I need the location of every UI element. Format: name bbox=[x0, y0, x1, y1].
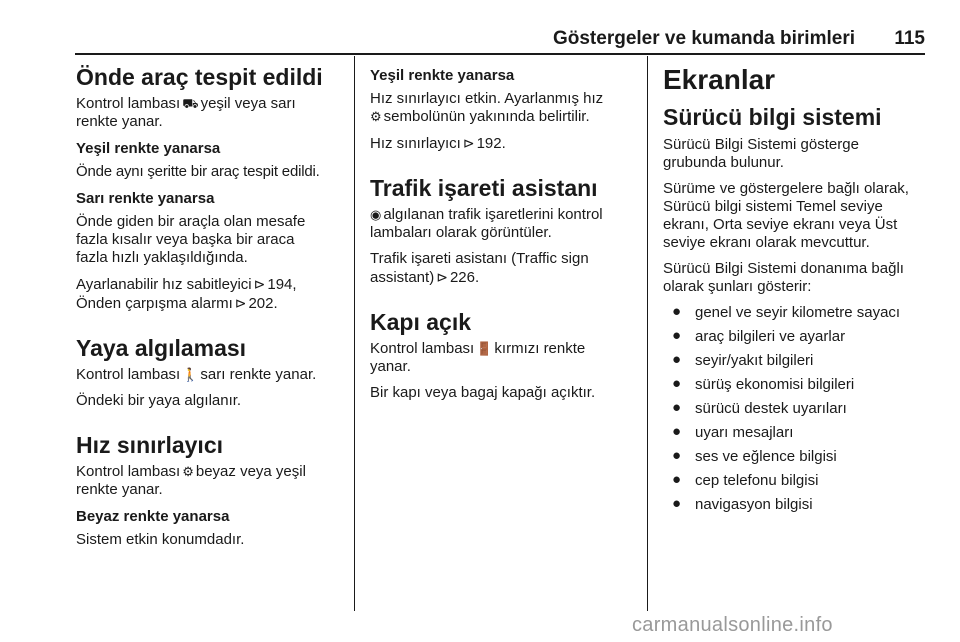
page-ref-link[interactable]: 226. bbox=[449, 269, 480, 286]
paragraph: Sürüme ve göstergelere bağlı olarak, Sürücü bilgi sistemi Temel seviye ekranı, Orta seviye ekranı veya Üst seviye ekranı olarak mevcuttur. bbox=[663, 180, 909, 251]
speed-limiter-icon: ⚙ bbox=[182, 464, 194, 479]
column-divider-1 bbox=[354, 56, 355, 611]
page-ref-icon: ⊳ bbox=[253, 276, 266, 292]
paragraph bbox=[76, 95, 346, 131]
chapter-title: Ekranlar bbox=[663, 64, 776, 95]
text: kırmızı renkte yanar. bbox=[370, 340, 586, 375]
feature-list bbox=[663, 304, 929, 514]
header-rule bbox=[75, 53, 925, 55]
list-item-text: araç bilgileri ve ayarlar bbox=[695, 328, 846, 345]
column-divider-2 bbox=[647, 56, 648, 611]
paragraph bbox=[370, 206, 636, 242]
list-item-text: sürüş ekonomisi bilgileri bbox=[695, 376, 855, 393]
bullet-icon: ● bbox=[672, 399, 682, 416]
traffic-sign-icon: ◉ bbox=[370, 207, 382, 222]
text: Kontrol lambası bbox=[76, 366, 181, 383]
list-item bbox=[663, 448, 929, 466]
paragraph bbox=[370, 134, 636, 153]
bullet-icon: ● bbox=[672, 351, 682, 368]
bullet-icon: ● bbox=[672, 471, 682, 488]
paragraph: Bir kapı veya bagaj kapağı açıktır. bbox=[370, 384, 596, 401]
list-item bbox=[663, 304, 929, 322]
paragraph bbox=[370, 90, 636, 126]
page-ref-icon: ⊳ bbox=[234, 295, 247, 311]
vehicle-ahead-icon: ⛟ bbox=[182, 96, 199, 111]
list-item bbox=[663, 472, 929, 490]
page-header-title: Göstergeler ve kumanda birimleri bbox=[552, 28, 855, 49]
page-ref-link[interactable]: 194, bbox=[267, 276, 297, 293]
bullet-icon: ● bbox=[672, 495, 682, 512]
paragraph bbox=[76, 366, 346, 384]
text: Ayarlanabilir hız sabitleyici bbox=[76, 276, 252, 293]
subheading: Yeşil renkte yanarsa bbox=[76, 140, 221, 157]
column-3 bbox=[663, 64, 929, 520]
bullet-icon: ● bbox=[672, 423, 682, 440]
paragraph bbox=[370, 250, 636, 287]
page-ref-link[interactable]: 192. bbox=[476, 135, 506, 152]
paragraph bbox=[76, 275, 346, 313]
list-item bbox=[663, 424, 929, 442]
list-item bbox=[663, 352, 929, 370]
section-title-pedestrian: Yaya algılaması bbox=[76, 335, 247, 361]
list-item-text: cep telefonu bilgisi bbox=[695, 472, 819, 489]
bullet-icon: ● bbox=[672, 447, 682, 464]
text: Hız sınırlayıcı bbox=[370, 135, 461, 152]
bullet-icon: ● bbox=[672, 375, 682, 392]
text: beyaz veya yeşil renkte yanar. bbox=[76, 463, 306, 498]
text: sarı renkte yanar. bbox=[200, 366, 317, 383]
column-1 bbox=[76, 64, 346, 557]
page-number: 115 bbox=[894, 28, 925, 49]
text: algılanan trafik işaretlerini kontrol lambaları olarak görüntüler. bbox=[370, 206, 603, 241]
door-open-icon: 🚪 bbox=[476, 341, 493, 356]
list-item bbox=[663, 400, 929, 418]
section-title-traffic-sign: Trafik işareti asistanı bbox=[370, 175, 598, 201]
section-title-forward-vehicle: Önde araç tespit edildi bbox=[76, 64, 323, 90]
text: yeşil veya sarı renkte yanar. bbox=[76, 95, 296, 130]
paragraph: Sürücü Bilgi Sistemi donanıma bağlı olarak şunları gösterir: bbox=[663, 260, 904, 295]
subheading: Beyaz renkte yanarsa bbox=[76, 508, 230, 525]
list-item bbox=[663, 376, 929, 394]
paragraph bbox=[76, 463, 346, 499]
list-item bbox=[663, 328, 929, 346]
paragraph: Sürücü Bilgi Sistemi gösterge grubunda bulunur. bbox=[663, 136, 859, 171]
text: Kontrol lambası bbox=[76, 463, 181, 480]
page-ref-link[interactable]: 202. bbox=[248, 295, 278, 312]
section-title-driver-info: Sürücü bilgi sistemi bbox=[663, 104, 882, 130]
subheading: Sarı renkte yanarsa bbox=[76, 190, 215, 207]
list-item-text: uyarı mesajları bbox=[695, 424, 794, 441]
text: Kontrol lambası bbox=[370, 340, 475, 357]
paragraph: Önde giden bir araçla olan mesafe fazla kısalır veya başka bir araca fazla hızlı yaklaşıldığında. bbox=[76, 213, 306, 266]
section-title-speed-limiter: Hız sınırlayıcı bbox=[76, 432, 224, 458]
text: Hız sınırlayıcı etkin. Ayarlanmış hız bbox=[370, 90, 604, 107]
text: Trafik işareti asistanı (Traffic sign assistant) bbox=[370, 250, 589, 286]
page-ref-icon: ⊳ bbox=[462, 135, 475, 151]
paragraph: Sistem etkin konumdadır. bbox=[76, 531, 245, 548]
text: Kontrol lambası bbox=[76, 95, 181, 112]
pedestrian-icon: 🚶 bbox=[182, 367, 199, 382]
speed-limiter-icon: ⚙ bbox=[370, 109, 382, 124]
list-item-text: sürücü destek uyarıları bbox=[695, 400, 847, 417]
list-item-text: ses ve eğlence bilgisi bbox=[695, 448, 837, 465]
watermark: carmanualsonline.info bbox=[632, 614, 833, 636]
column-2 bbox=[370, 64, 636, 410]
list-item-text: navigasyon bilgisi bbox=[695, 496, 813, 513]
page-ref-icon: ⊳ bbox=[436, 269, 448, 285]
subheading: Yeşil renkte yanarsa bbox=[370, 67, 515, 84]
list-item-text: seyir/yakıt bilgileri bbox=[695, 352, 814, 369]
text: Önden çarpışma alarmı bbox=[76, 295, 233, 312]
text: sembolünün yakınında belirtilir. bbox=[383, 108, 590, 125]
bullet-icon: ● bbox=[672, 327, 682, 344]
paragraph: Önde aynı şeritte bir araç tespit edildi. bbox=[76, 163, 320, 180]
page-header bbox=[75, 26, 925, 52]
list-item bbox=[663, 496, 929, 514]
section-title-door-open: Kapı açık bbox=[370, 309, 471, 335]
paragraph: Öndeki bir yaya algılanır. bbox=[76, 392, 242, 409]
bullet-icon: ● bbox=[672, 303, 682, 320]
list-item-text: genel ve seyir kilometre sayacı bbox=[695, 304, 901, 321]
paragraph bbox=[370, 340, 636, 376]
